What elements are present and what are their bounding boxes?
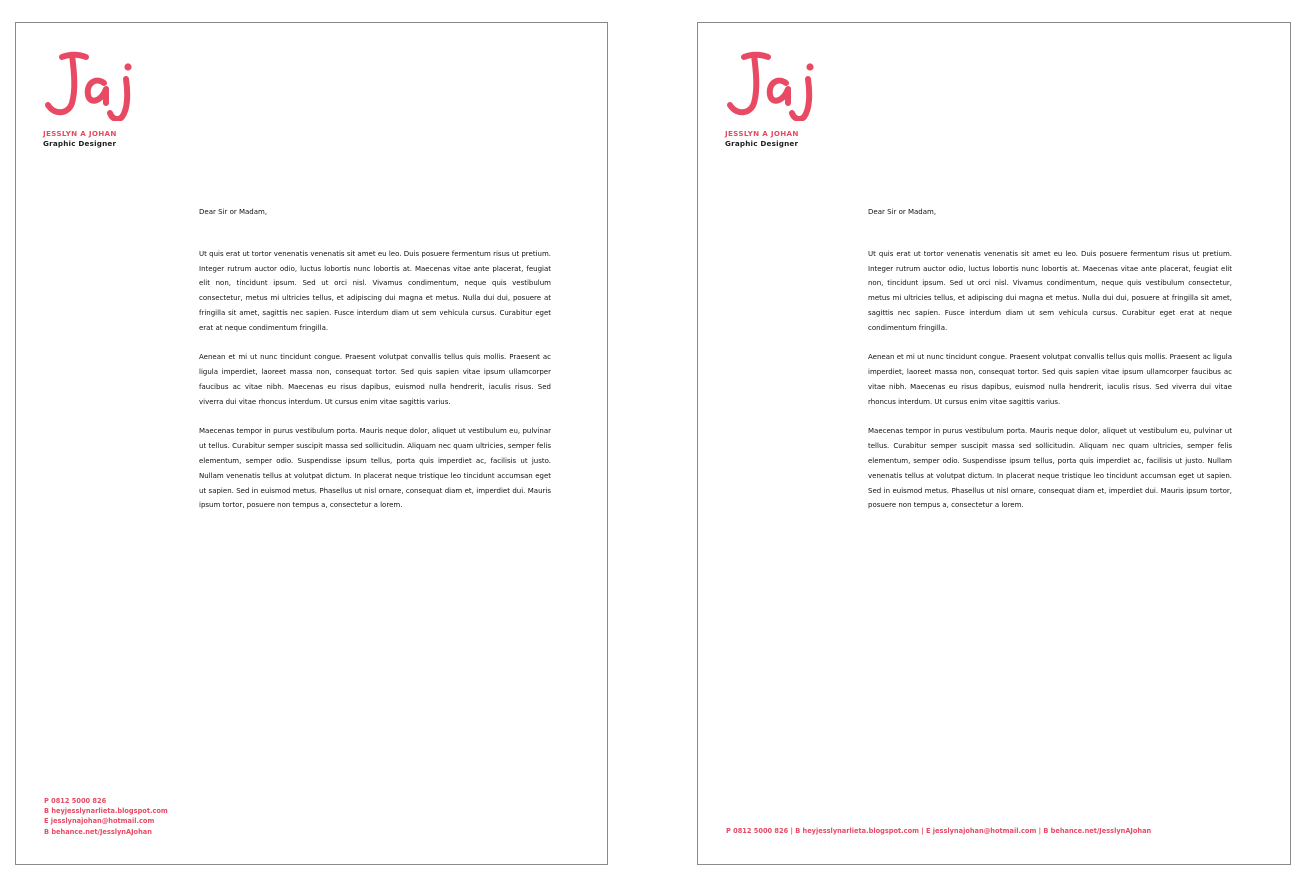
contact-email: E jesslynajohan@hotmail.com [925,827,1037,835]
separator: | [918,827,926,835]
paragraph-2: Aenean et mi ut nunc tincidunt congue. Praesent volutpat convallis tellus quis mollis. Praesent ac ligula imperdiet, laoreet massa non, consequat tortor. Sed quis sapien vitae ipsum ullamcorper faucibus ac vitae nibh. Maecenas eu risus dapibus, euismod nulla hendrerit, iaculis risus. Sed viverra dui vitae rhoncus interdum. Ut cursus enim vitae sagittis varius. [868,353,1232,406]
contact-email: E jesslynajohan@hotmail.com [44,817,155,826]
contact-behance: B behance.net/JesslynAJohan [1043,827,1152,835]
contact-phone: P 0812 5000 826 [726,827,789,835]
designer-name: JESSLYN A JOHAN [725,129,799,138]
separator: | [788,827,796,835]
paragraph-3: Maecenas tempor in purus vestibulum porta. Mauris neque dolor, aliquet ut vestibulum eu, pulvinar ut tellus. Curabitur semper suscipit massa sed sollicitudin. Aliquam nec quam ultricies, semper felis elementum, semper odio. Suspendisse ipsum tellus, porta quis imperdiet ac, facilisis ut justo. Nullam venenatis tellus at volutpat dictum. In placerat neque tristique leo tincidunt accumsan eget ut sapien. Sed in euismod metus. Phasellus ut nisl ornare, consequat diam et, imperdiet dui. Mauris ipsum tortor, posuere non tempus a, consectetur a lorem. [868,427,1232,510]
separator: | [1036,827,1044,835]
salutation: Dear Sir or Madam, [199,208,268,216]
contact-behance: B behance.net/JesslynAJohan [44,827,152,836]
logo-monogram-icon [724,49,824,121]
contact-block-inline [726,827,1151,835]
letterhead-page-stacked-footer [15,22,608,865]
logo [42,49,142,121]
contact-block-stacked [44,796,168,837]
paragraph-1: Ut quis erat ut tortor venenatis venenatis sit amet eu leo. Duis posuere fermentum risus ut pretium. Integer rutrum auctor odio, luctus lobortis nunc lobortis at. Maecenas vitae ante placerat, feugiat elit non, tincidunt ipsum. Sed ut orci nisl. Vivamus condimentum, neque quis vestibulum consectetur, metus mi ultricies tellus, et adipiscing dui magna et metus. Nulla dui dui, posuere at fringilla sit amet, sagittis nec sapien. Fusce interdum diam ut sem vehicula cursus. Curabitur eget erat at neque condimentum fringilla. [868,249,1232,332]
paragraph-2: Aenean et mi ut nunc tincidunt congue. Praesent volutpat convallis tellus quis mollis. Praesent ac ligula imperdiet, laoreet massa non, consequat tortor. Sed quis sapien vitae ipsum ullamcorper faucibus ac vitae nibh. Maecenas eu risus dapibus, euismod nulla hendrerit, iaculis risus. Sed viverra dui vitae rhoncus interdum. Ut cursus enim vitae sagittis varius. [199,353,551,406]
letter-body [199,205,551,528]
designer-name: JESSLYN A JOHAN [43,129,117,138]
designer-role: Graphic Designer [725,139,799,148]
contact-phone: P 0812 5000 826 [44,797,107,805]
logo-monogram-icon [42,49,142,121]
letterhead-page-inline-footer [697,22,1291,865]
salutation: Dear Sir or Madam, [868,208,937,216]
contact-blog: B heyjesslynarlieta.blogspot.com [44,807,168,816]
designer-role: Graphic Designer [43,139,117,148]
paragraph-1: Ut quis erat ut tortor venenatis venenatis sit amet eu leo. Duis posuere fermentum risus ut pretium. Integer rutrum auctor odio, luctus lobortis nunc lobortis at. Maecenas vitae ante placerat, feugiat elit non, tincidunt ipsum. Sed ut orci nisl. Vivamus condimentum, neque quis vestibulum consectetur, metus mi ultricies tellus, et adipiscing dui magna et metus. Nulla dui dui, posuere at fringilla sit amet, sagittis nec sapien. Fusce interdum diam ut sem vehicula cursus. Curabitur eget erat at neque condimentum fringilla. [199,249,551,332]
paragraph-3: Maecenas tempor in purus vestibulum porta. Mauris neque dolor, aliquet ut vestibulum eu, pulvinar ut tellus. Curabitur semper suscipit massa sed sollicitudin. Aliquam nec quam ultricies, semper felis elementum, semper odio. Suspendisse ipsum tellus, porta quis imperdiet ac, facilisis ut justo. Nullam venenatis tellus at volutpat dictum. In placerat neque tristique leo tincidunt accumsan eget ut sapien. Sed in euismod metus. Phasellus ut nisl ornare, consequat diam et, imperdiet dui. Mauris ipsum tortor, posuere non tempus a, consectetur a lorem. [199,427,551,510]
letter-body [868,205,1232,528]
contact-blog: B heyjesslynarlieta.blogspot.com [795,827,919,835]
logo [724,49,824,121]
